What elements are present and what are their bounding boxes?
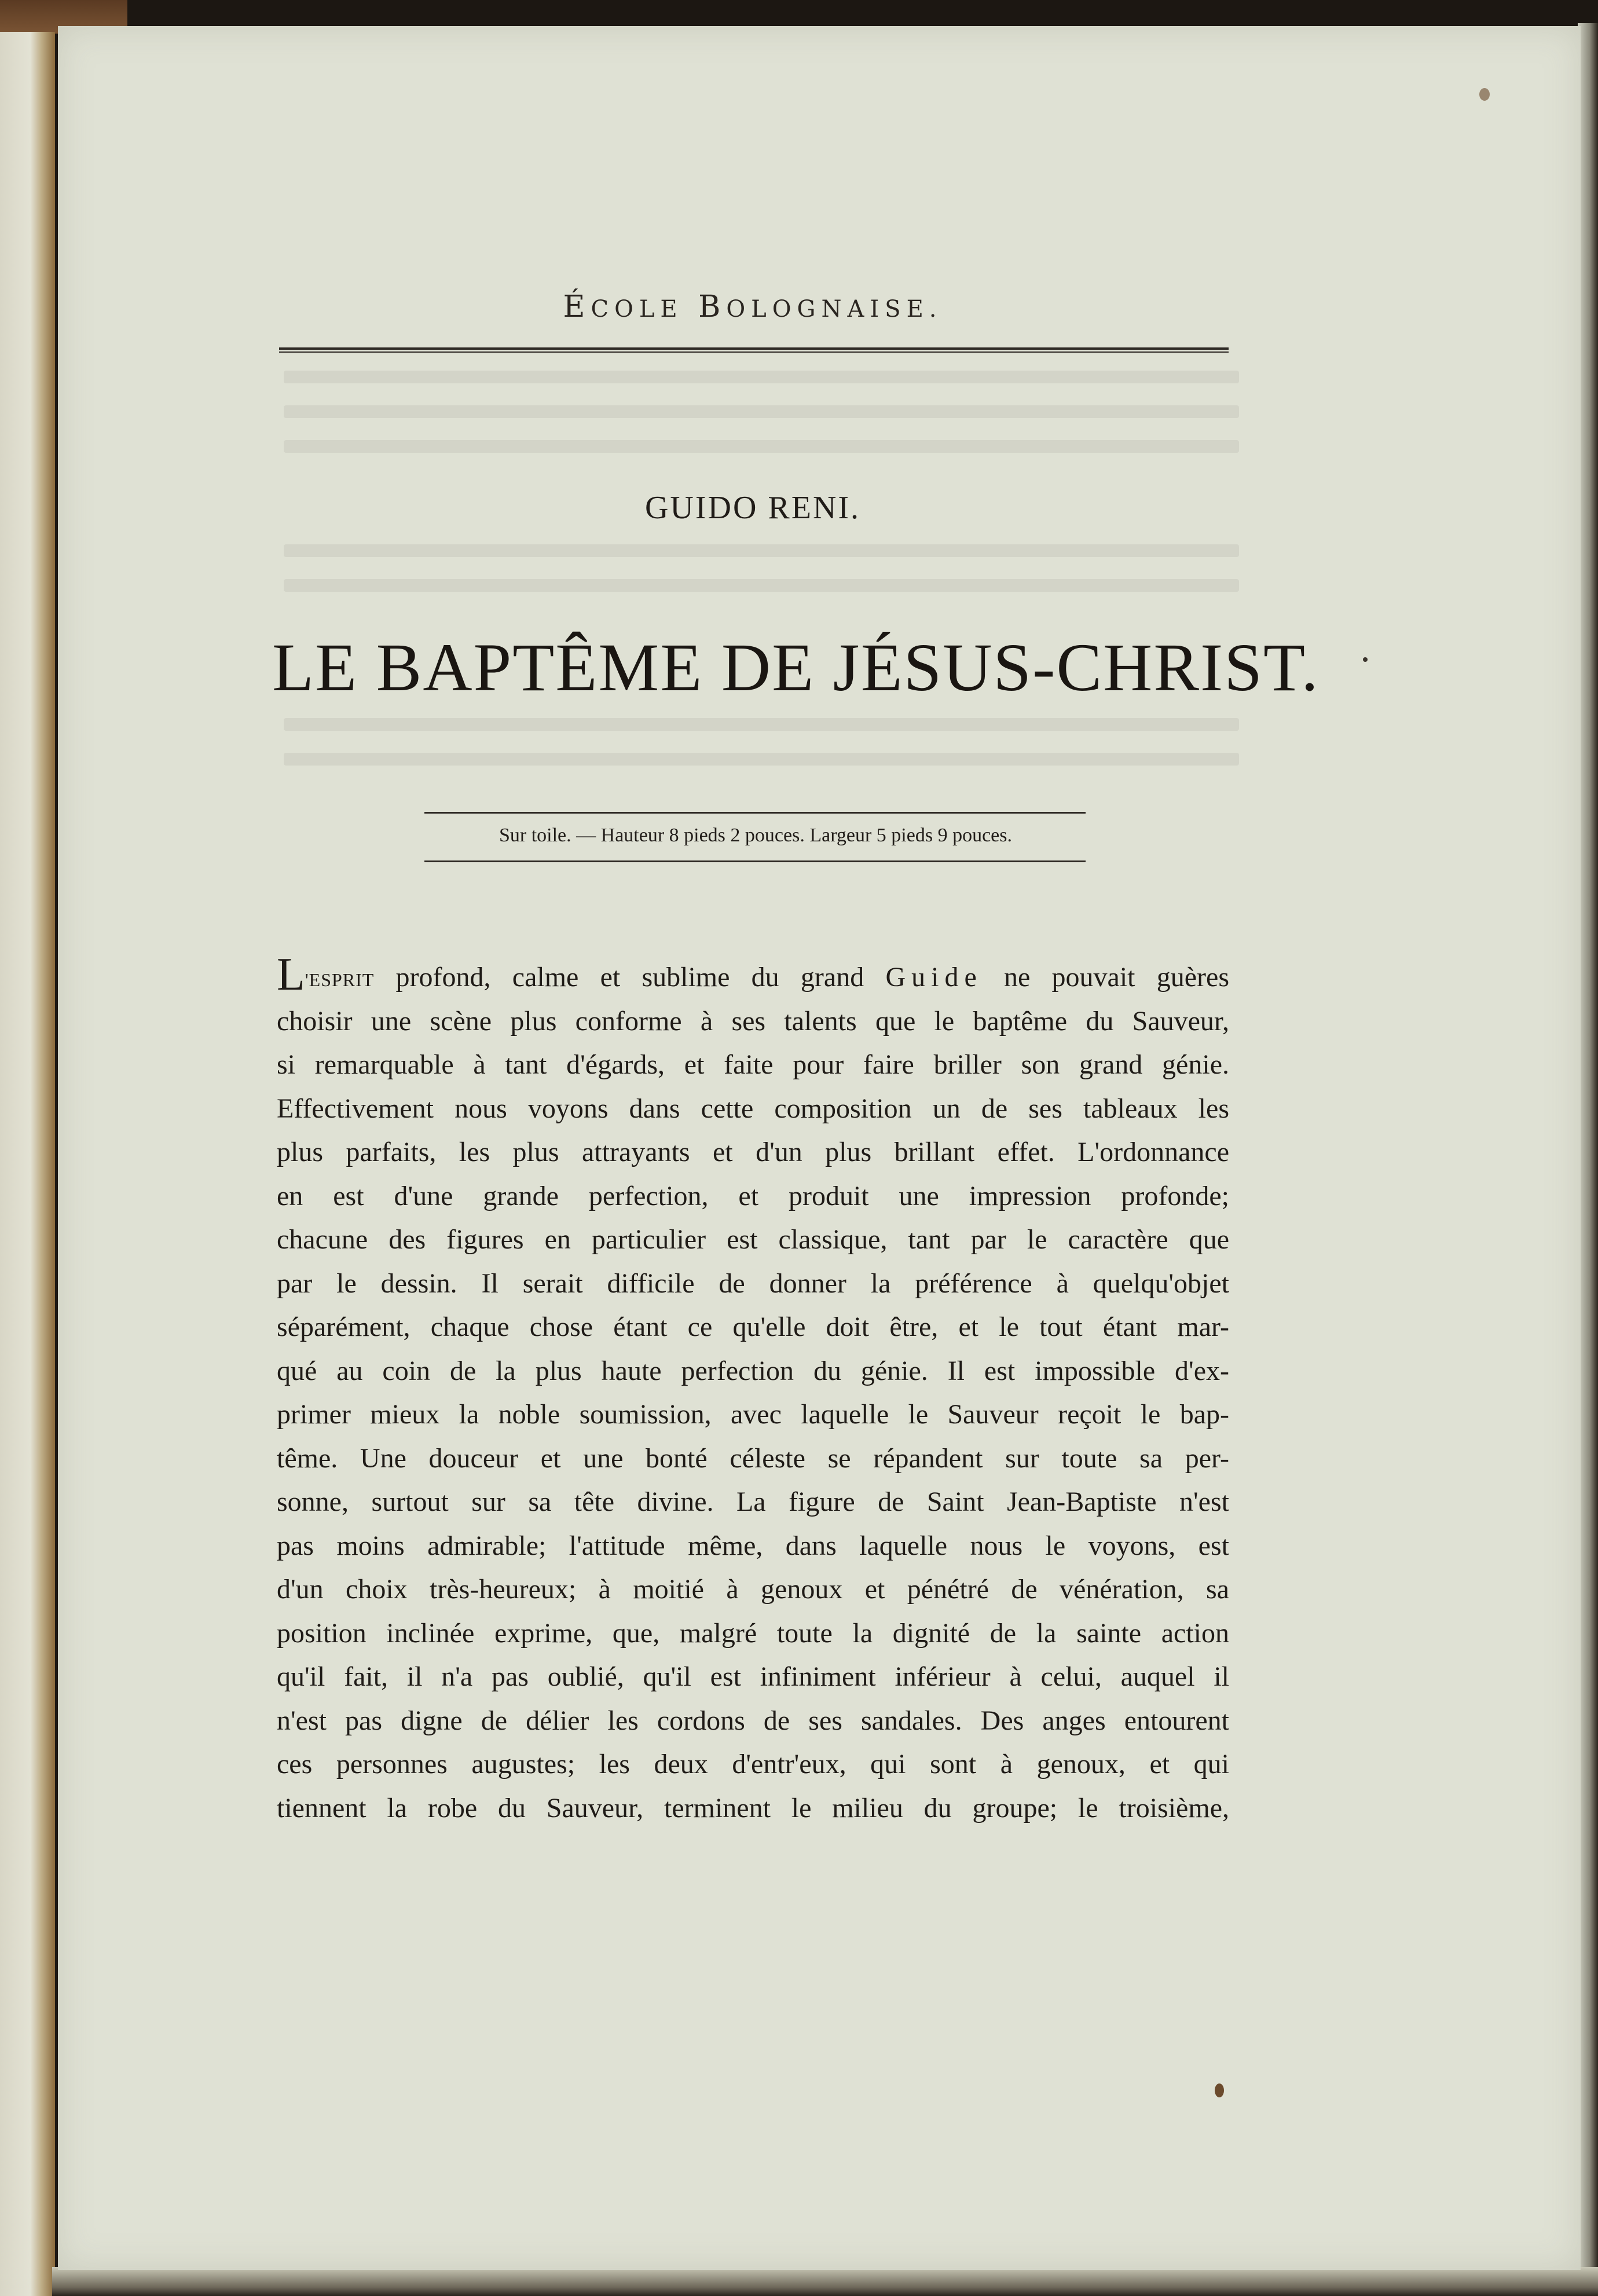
page-edge-right xyxy=(1578,23,1598,2296)
show-through-mark xyxy=(284,718,1239,731)
text-line: séparément, chaque chose étant ce qu'elle doit être, et le tout étant mar- xyxy=(277,1312,1229,1342)
show-through-mark xyxy=(284,579,1239,592)
text-line: d'un choix très-heureux; à moitié à genoux et pénétré de vénération, sa xyxy=(277,1574,1229,1605)
dimensions-rule-bottom xyxy=(424,860,1086,862)
foxing-speck xyxy=(1479,88,1490,101)
text-line: si remarquable à tant d'égards, et faite pour faire briller son grand génie. xyxy=(277,1049,1229,1080)
text-line: pas moins admirable; l'attitude même, dans laquelle nous le voyons, est xyxy=(277,1530,1229,1561)
text-line: par le dessin. Il serait difficile de donner la préférence à quelqu'objet xyxy=(277,1268,1229,1299)
text-line: plus parfaits, les plus attrayants et d'un plus brillant effet. L'ordonnance xyxy=(277,1137,1229,1167)
show-through-mark xyxy=(284,405,1239,418)
painting-title: LE BAPTÊME DE JÉSUS-CHRIST. xyxy=(272,629,1320,705)
text-line: qué au coin de la plus haute perfection du génie. Il est impossible d'ex- xyxy=(277,1355,1229,1386)
text-line: primer mieux la noble soumission, avec laquelle le Sauveur reçoit le bap- xyxy=(277,1399,1229,1430)
dimensions-rule-top xyxy=(424,812,1086,814)
school-second-initial: B xyxy=(698,290,727,324)
header-double-rule xyxy=(279,347,1229,353)
text-line: Effectivement nous voyons dans cette composition un de ses tableaux les xyxy=(277,1093,1229,1124)
text-line: tiennent la robe du Sauveur, terminent le milieu du groupe; le troisième, xyxy=(277,1792,1229,1823)
school-header xyxy=(278,290,1227,324)
book-spine xyxy=(0,32,55,2296)
text-line: qu'il fait, il n'a pas oublié, qu'il est infiniment inférieur à celui, auquel il xyxy=(277,1661,1229,1692)
text-line: en est d'une grande perfection, et produit une impression profonde; xyxy=(277,1180,1229,1211)
first-word-smallcaps: 'ESPRIT xyxy=(305,969,375,990)
text-line: sonne, surtout sur sa tête divine. La figure de Saint Jean-Baptiste n'est xyxy=(277,1486,1229,1517)
first-line-tail: ne pouvait guères xyxy=(982,962,1229,993)
artist-name: GUIDO RENI. xyxy=(644,490,861,526)
show-through-mark xyxy=(284,371,1239,383)
painting-dimensions: Sur toile. — Hauteur 8 pieds 2 pouces. Largeur 5 pieds 9 pouces. xyxy=(499,825,1012,846)
text-line: n'est pas digne de délier les cordons de ses sandales. Des anges entourent xyxy=(277,1705,1229,1736)
text-line: ces personnes augustes; les deux d'entr'eux, qui sont à genoux, et qui xyxy=(277,1749,1229,1779)
foxing-speck xyxy=(1363,657,1368,662)
page-edge-bottom xyxy=(52,2267,1598,2296)
drop-cap: L xyxy=(277,955,305,999)
first-line-text: profond, calme et sublime du grand xyxy=(374,962,886,993)
text-line: choisir une scène plus conforme à ses talents que le baptême du Sauveur, xyxy=(277,1005,1229,1037)
school-first-rest: COLE xyxy=(591,296,683,323)
school-first-initial: É xyxy=(563,290,591,324)
show-through-mark xyxy=(284,753,1239,766)
text-line: chacune des figures en particulier est classique, tant par le caractère que xyxy=(277,1224,1229,1255)
show-through-mark xyxy=(284,440,1239,453)
text-line: position inclinée exprime, que, malgré toute la dignité de la sainte action xyxy=(277,1617,1229,1649)
body-paragraph xyxy=(277,955,1229,1830)
text-line xyxy=(277,955,1229,999)
guide-spaced-word: Guide xyxy=(885,962,983,993)
text-line: tême. Une douceur et une bonté céleste se répandent sur toute sa per- xyxy=(277,1442,1229,1474)
show-through-mark xyxy=(284,544,1239,557)
foxing-speck xyxy=(1215,2083,1224,2097)
school-second-rest: OLOGNAISE. xyxy=(726,296,943,323)
